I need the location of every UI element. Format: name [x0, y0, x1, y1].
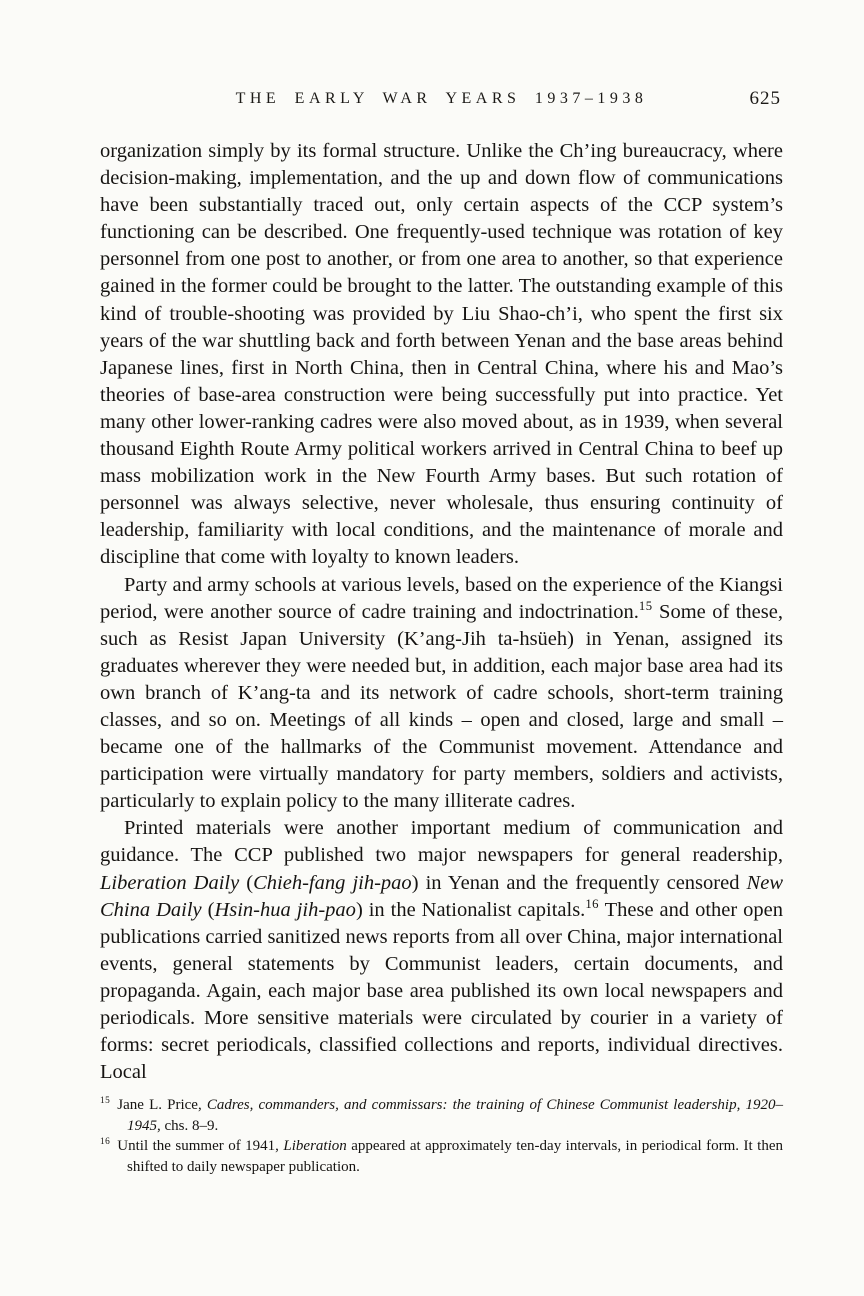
text-segment: , chs. 8–9. — [157, 1117, 219, 1134]
text-segment: Liberation — [283, 1138, 347, 1155]
text-segment: Liberation Daily — [100, 871, 240, 894]
text-segment: Until the summer of 1941, — [117, 1138, 284, 1155]
footnote-reference: 15 — [638, 598, 653, 613]
text-segment: ( — [201, 898, 215, 921]
running-header — [100, 90, 783, 124]
footnotes — [100, 1095, 783, 1177]
text-segment: Chieh-fang jih-pao — [253, 871, 412, 894]
text-segment: Jane L. Price, — [117, 1097, 207, 1114]
footnote-reference: 16 — [585, 896, 600, 911]
text-segment: ) in Yenan and the frequently censored — [411, 871, 747, 894]
text-segment: organization simply by its formal structure. Unlike the Ch’ing bureaucracy, where decision-making, implementation, and the up and down flow of communications have been substantially traced out, only certain aspects of the CCP system’s functioning can be described. One frequently-used technique was rotation of key personnel from one post to another, or from one area to another, so that experience gained in the former could be brought to the latter. The outstanding example of this kind of trouble-shooting was provided by Liu Shao-ch’i, who spent the first six years of the war shuttling back and forth between Yenan and the base areas behind Japanese lines, first in North China, then in Central China, where his and Mao’s theories of base-area construction were being successfully put into practice. Yet many other lower-ranking cadres were also moved about, as in 1939, when several thousand Eighth Route Army political workers arrived in Central China to beef up mass mobilization work in the New Fourth Army bases. But such rotation of personnel was always selective, never wholesale, thus ensuring continuity of leadership, familiarity with local conditions, and the maintenance of morale and discipline that come with loyalty to known leaders. — [100, 140, 783, 569]
text-segment: Hsin-hua jih-pao — [214, 898, 356, 921]
body-paragraph — [100, 138, 783, 572]
text-segment: appeared at approximately ten-day intervals, in periodical form. It then shifted to daily newspaper publication. — [127, 1138, 783, 1176]
text-segment: ( — [239, 871, 254, 894]
body-text — [100, 138, 783, 1086]
body-paragraph — [100, 815, 783, 1086]
footnote-number: 15 — [100, 1096, 111, 1107]
text-segment: Cadres, commanders, and commissars: the training of Chinese Communist leadership, 1920–1945 — [127, 1097, 783, 1134]
text-block — [100, 90, 783, 1178]
running-title: THE EARLY WAR YEARS 1937–1938 — [235, 90, 648, 107]
text-segment: Printed materials were another important medium of communication and guidance. The CCP published two major newspapers for general readership, — [100, 817, 783, 867]
text-segment: These and other open publications carried sanitized news reports from all over China, major international events, general statements by Communist leaders, certain documents, and propaganda. Again, each major base area published its own local newspapers and periodicals. More sensitive materials were circulated by courier in a variety of forms: secret periodicals, classified collections and reports, individual directives. Local — [100, 898, 784, 1084]
text-segment: Party and army schools at various levels, based on the experience of the Kiangsi period, were another source of cadre training and indoctrination. — [100, 573, 783, 623]
page-number: 625 — [749, 88, 781, 109]
footnote-number: 16 — [100, 1137, 111, 1148]
footnote — [100, 1136, 783, 1177]
text-segment: Some of these, such as Resist Japan University (K’ang-Jih ta-hsüeh) in Yenan, assigned its graduates wherever they were needed but, in addition, each major base area had its own branch of K’ang-ta and its network of cadre schools, short-term training classes, and so on. Meetings of all kinds – open and closed, large and small – became one of the hallmarks of the Communist movement. Attendance and participation were virtually mandatory for party members, soldiers and activists, particularly to explain policy to the many illiterate cadres. — [100, 600, 783, 813]
body-paragraph — [100, 572, 783, 816]
footnote — [100, 1095, 783, 1136]
text-segment: New China Daily — [100, 871, 783, 921]
text-segment: ) in the Nationalist capitals. — [355, 898, 586, 921]
